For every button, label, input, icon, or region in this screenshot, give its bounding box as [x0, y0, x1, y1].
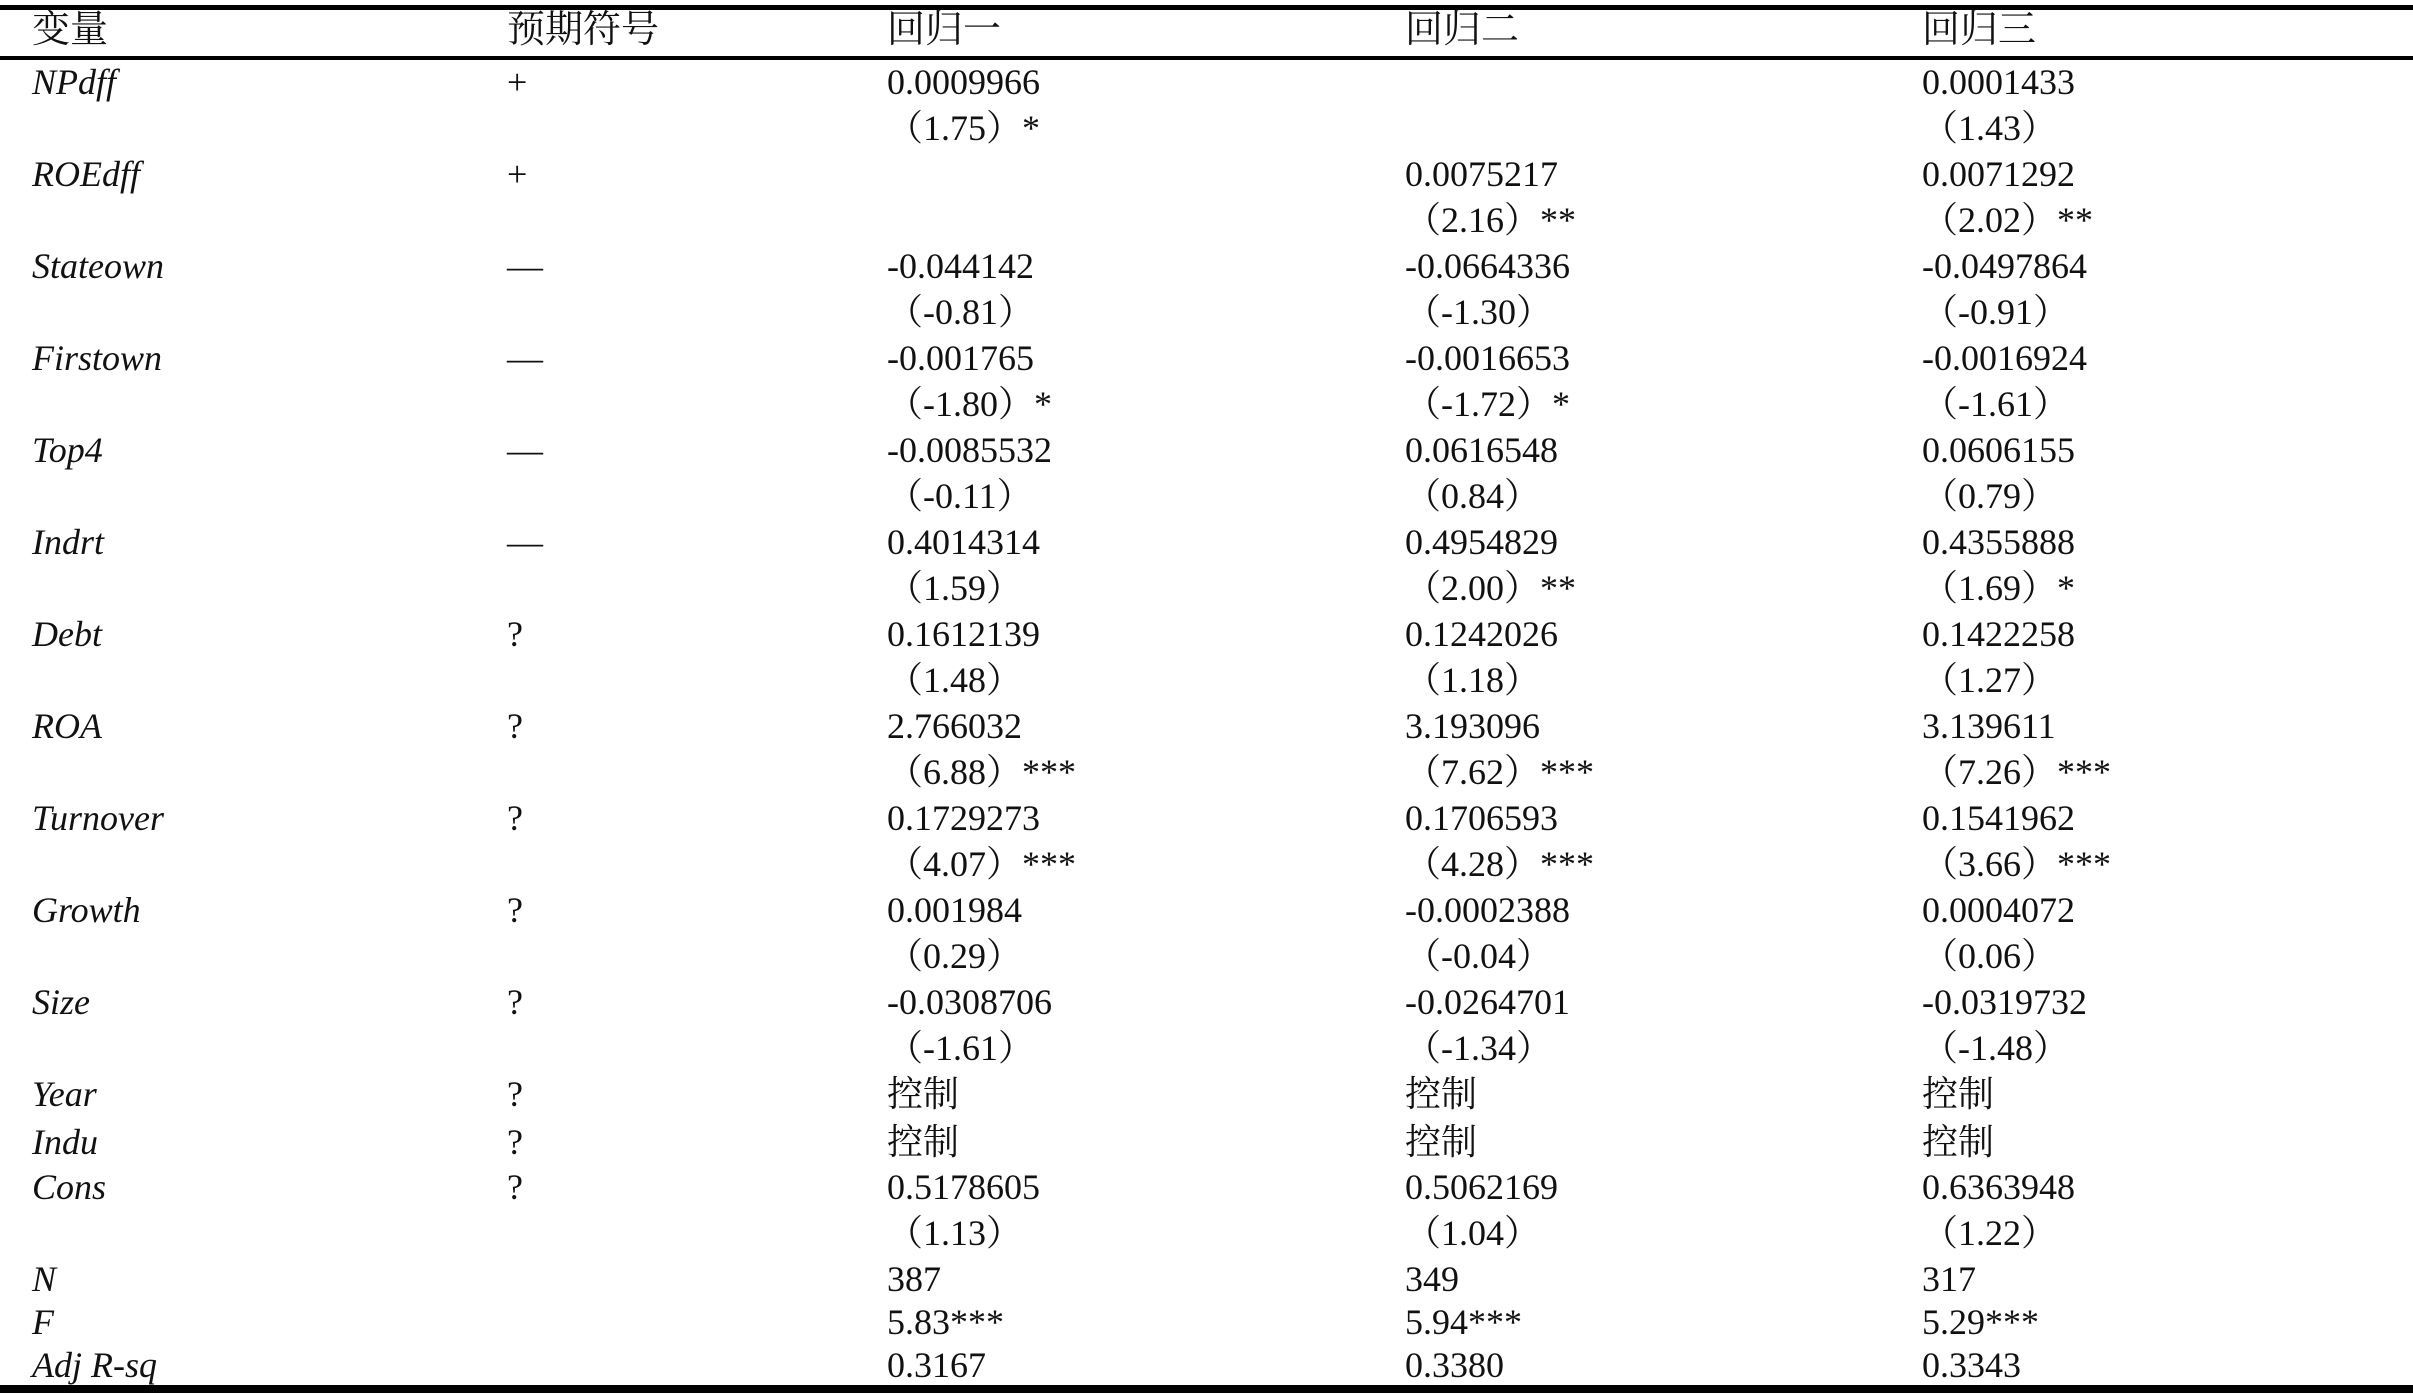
row-cons-tstat-1: （1.13） [887, 1213, 1023, 1253]
row-npdff-sign: + [507, 62, 528, 102]
row-roa-coef-1: 2.766032 [887, 706, 1022, 746]
row-size-coef-2: -0.0264701 [1405, 982, 1570, 1022]
row-npdff-variable: NPdff [32, 62, 117, 102]
row-npdff-coef-1: 0.0009966 [887, 62, 1040, 102]
row-top4-sign: — [507, 430, 543, 470]
row-firstown-tstat-1: （-1.80）* [887, 384, 1052, 424]
row-roa-variable: ROA [32, 706, 102, 746]
row-adj-rsq-value-1: 0.3167 [887, 1345, 986, 1385]
row-indu-sign: ? [507, 1122, 523, 1162]
table-header-rule [0, 56, 2413, 60]
row-growth-tstat-3: （0.06） [1922, 936, 2058, 976]
row-cons-tstat-3: （1.22） [1922, 1213, 2058, 1253]
row-cons-coef-1: 0.5178605 [887, 1167, 1040, 1207]
row-adj-rsq-value-2: 0.3380 [1405, 1345, 1504, 1385]
row-npdff-coef-3: 0.0001433 [1922, 62, 2075, 102]
row-roa-tstat-1: （6.88）*** [887, 752, 1077, 792]
row-n-value-1: 387 [887, 1259, 941, 1299]
row-roedff-variable: ROEdff [32, 154, 140, 194]
row-stateown-variable: Stateown [32, 246, 164, 286]
row-roa-sign: ? [507, 706, 523, 746]
header-regression-1: 回归一 [887, 9, 1002, 51]
row-turnover-variable: Turnover [32, 798, 165, 838]
row-cons-coef-2: 0.5062169 [1405, 1167, 1558, 1207]
row-firstown-tstat-2: （-1.72）* [1405, 384, 1570, 424]
row-firstown-coef-1: -0.001765 [887, 338, 1034, 378]
row-growth-tstat-1: （0.29） [887, 936, 1023, 976]
row-cons-sign: ? [507, 1167, 523, 1207]
table-bottom-rule [0, 1385, 2413, 1393]
row-top4-tstat-2: （0.84） [1405, 476, 1541, 516]
row-size-variable: Size [32, 982, 90, 1022]
row-top4-coef-2: 0.0616548 [1405, 430, 1558, 470]
row-roa-coef-2: 3.193096 [1405, 706, 1540, 746]
row-roedff-coef-3: 0.0071292 [1922, 154, 2075, 194]
row-turnover-sign: ? [507, 798, 523, 838]
row-indrt-coef-1: 0.4014314 [887, 522, 1040, 562]
row-cons-coef-3: 0.6363948 [1922, 1167, 2075, 1207]
row-top4-coef-3: 0.0606155 [1922, 430, 2075, 470]
row-roa-tstat-2: （7.62）*** [1405, 752, 1595, 792]
row-year-coef-2: 控制 [1405, 1074, 1478, 1114]
row-roedff-tstat-2: （2.16）** [1405, 200, 1577, 240]
row-year-coef-1: 控制 [887, 1074, 960, 1114]
row-turnover-tstat-2: （4.28）*** [1405, 844, 1595, 884]
row-stateown-tstat-3: （-0.91） [1922, 292, 2069, 332]
row-debt-coef-1: 0.1612139 [887, 614, 1040, 654]
row-top4-tstat-1: （-0.11） [887, 476, 1033, 516]
row-size-tstat-2: （-1.34） [1405, 1028, 1552, 1068]
row-top4-tstat-3: （0.79） [1922, 476, 2058, 516]
header-regression-2: 回归二 [1405, 9, 1520, 51]
row-debt-tstat-3: （1.27） [1922, 660, 2058, 700]
row-year-variable: Year [32, 1074, 97, 1114]
row-stateown-coef-3: -0.0497864 [1922, 246, 2087, 286]
row-debt-coef-3: 0.1422258 [1922, 614, 2075, 654]
row-growth-tstat-2: （-0.04） [1405, 936, 1552, 976]
row-n-value-3: 317 [1922, 1259, 1976, 1299]
row-size-tstat-3: （-1.48） [1922, 1028, 2069, 1068]
row-npdff-tstat-3: （1.43） [1922, 108, 2058, 148]
row-year-coef-3: 控制 [1922, 1074, 1995, 1114]
row-roedff-sign: + [507, 154, 528, 194]
row-roa-coef-3: 3.139611 [1922, 706, 2056, 746]
row-growth-variable: Growth [32, 890, 141, 930]
row-n-variable: N [32, 1259, 57, 1299]
row-stateown-coef-1: -0.044142 [887, 246, 1034, 286]
row-indu-coef-2: 控制 [1405, 1122, 1478, 1162]
row-f-variable: F [32, 1302, 54, 1342]
row-f-value-2: 5.94*** [1405, 1302, 1522, 1342]
row-f-value-3: 5.29*** [1922, 1302, 2039, 1342]
row-debt-sign: ? [507, 614, 523, 654]
row-adj-rsq-variable: Adj R-sq [32, 1345, 157, 1385]
row-size-coef-3: -0.0319732 [1922, 982, 2087, 1022]
row-stateown-sign: — [507, 246, 543, 286]
table-top-rule [0, 5, 2413, 10]
row-firstown-tstat-3: （-1.61） [1922, 384, 2069, 424]
row-top4-variable: Top4 [32, 430, 103, 470]
row-firstown-variable: Firstown [32, 338, 163, 378]
row-debt-tstat-2: （1.18） [1405, 660, 1541, 700]
row-turnover-coef-3: 0.1541962 [1922, 798, 2075, 838]
row-turnover-coef-2: 0.1706593 [1405, 798, 1558, 838]
row-firstown-sign: — [507, 338, 543, 378]
row-indu-coef-3: 控制 [1922, 1122, 1995, 1162]
row-indrt-coef-2: 0.4954829 [1405, 522, 1558, 562]
row-firstown-coef-3: -0.0016924 [1922, 338, 2087, 378]
row-roedff-coef-2: 0.0075217 [1405, 154, 1558, 194]
row-adj-rsq-value-3: 0.3343 [1922, 1345, 2021, 1385]
row-indu-variable: Indu [32, 1122, 98, 1162]
header-regression-3: 回归三 [1922, 9, 2037, 51]
row-roedff-tstat-3: （2.02）** [1922, 200, 2094, 240]
row-indrt-variable: Indrt [32, 522, 104, 562]
row-npdff-tstat-1: （1.75）* [887, 108, 1041, 148]
header-variable: 变量 [32, 9, 109, 51]
row-indrt-tstat-1: （1.59） [887, 568, 1023, 608]
row-indrt-tstat-2: （2.00）** [1405, 568, 1577, 608]
row-turnover-tstat-3: （3.66）*** [1922, 844, 2112, 884]
row-size-sign: ? [507, 982, 523, 1022]
row-indu-coef-1: 控制 [887, 1122, 960, 1162]
row-size-coef-1: -0.0308706 [887, 982, 1052, 1022]
row-debt-tstat-1: （1.48） [887, 660, 1023, 700]
row-debt-variable: Debt [32, 614, 102, 654]
row-indrt-tstat-3: （1.69）* [1922, 568, 2076, 608]
row-debt-coef-2: 0.1242026 [1405, 614, 1558, 654]
header-expected-sign: 预期符号 [507, 9, 660, 51]
row-top4-coef-1: -0.0085532 [887, 430, 1052, 470]
row-firstown-coef-2: -0.0016653 [1405, 338, 1570, 378]
row-roa-tstat-3: （7.26）*** [1922, 752, 2112, 792]
row-indrt-coef-3: 0.4355888 [1922, 522, 2075, 562]
row-stateown-coef-2: -0.0664336 [1405, 246, 1570, 286]
row-f-value-1: 5.83*** [887, 1302, 1004, 1342]
row-growth-coef-1: 0.001984 [887, 890, 1022, 930]
row-turnover-tstat-1: （4.07）*** [887, 844, 1077, 884]
row-year-sign: ? [507, 1074, 523, 1114]
row-indrt-sign: — [507, 522, 543, 562]
row-stateown-tstat-1: （-0.81） [887, 292, 1034, 332]
row-cons-tstat-2: （1.04） [1405, 1213, 1541, 1253]
row-growth-coef-2: -0.0002388 [1405, 890, 1570, 930]
row-stateown-tstat-2: （-1.30） [1405, 292, 1552, 332]
row-turnover-coef-1: 0.1729273 [887, 798, 1040, 838]
row-cons-variable: Cons [32, 1167, 107, 1207]
row-n-value-2: 349 [1405, 1259, 1459, 1299]
row-growth-sign: ? [507, 890, 523, 930]
row-growth-coef-3: 0.0004072 [1922, 890, 2075, 930]
row-size-tstat-1: （-1.61） [887, 1028, 1034, 1068]
